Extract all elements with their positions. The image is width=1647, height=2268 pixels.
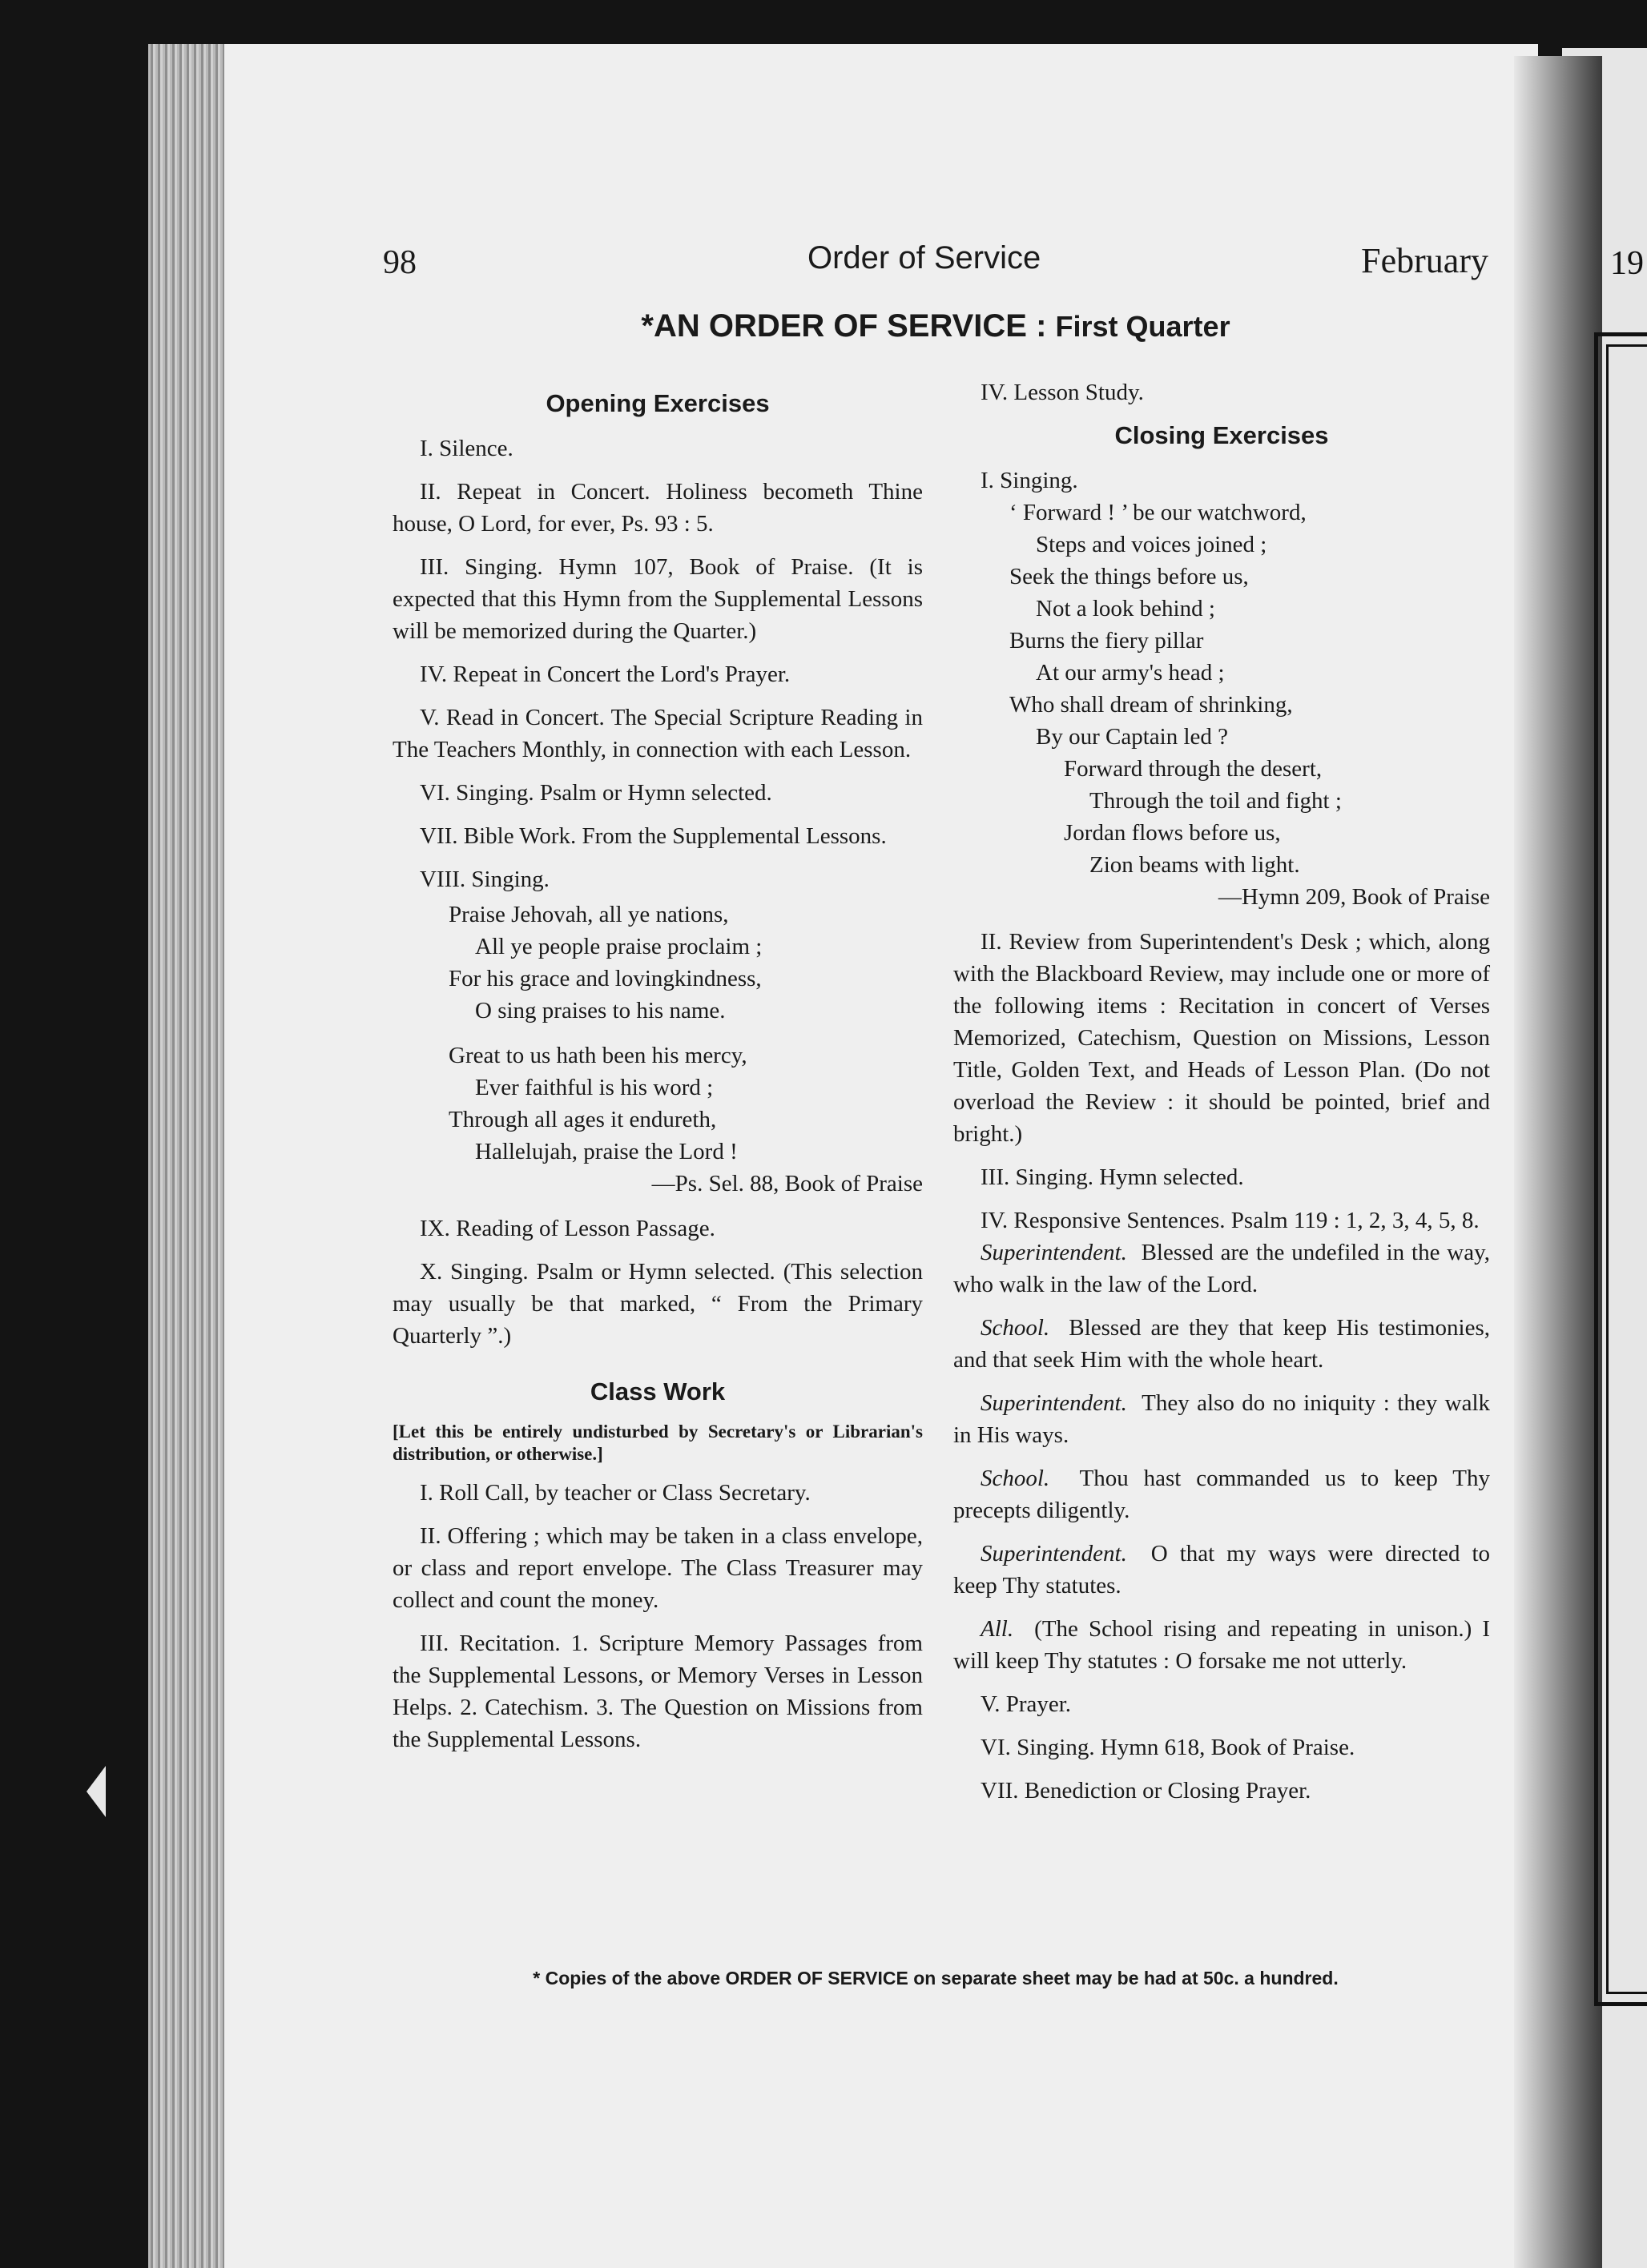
- hymn-attribution: —Hymn 209, Book of Praise: [1218, 884, 1490, 910]
- response-text: (The School rising and repeating in unison.) I will keep Thy statutes : O forsake me not utterly.: [953, 1616, 1490, 1674]
- closing-item-3: III. Singing. Hymn selected.: [981, 1164, 1244, 1190]
- response-speaker: Superintendent.: [981, 1541, 1127, 1566]
- class-work-heading: Class Work: [590, 1377, 726, 1405]
- response-speaker: All.: [981, 1616, 1014, 1642]
- verse-line: Ever faithful is his word ;: [475, 1075, 714, 1100]
- hymn-line: ‘ Forward ! ’ be our watchword,: [1009, 500, 1307, 525]
- hymn-line: Not a look behind ;: [1036, 596, 1215, 621]
- response-speaker: Superintendent.: [981, 1240, 1127, 1265]
- closing-item-5: V. Prayer.: [981, 1691, 1072, 1717]
- facing-page-number: 19: [1610, 245, 1644, 282]
- opening-item-9: IX. Reading of Lesson Passage.: [420, 1216, 715, 1241]
- title-sub: First Quarter: [1055, 310, 1230, 343]
- page-number: 98: [383, 244, 417, 281]
- verse-attribution: —Ps. Sel. 88, Book of Praise: [651, 1171, 923, 1196]
- psalm-verse-2: [393, 1040, 923, 1200]
- opening-item-10: X. Singing. Psalm or Hymn selected. (This selection may usually be that marked, “ From the Primary Quarterly ”.): [393, 1259, 923, 1349]
- opening-item-1: I. Silence.: [420, 436, 513, 461]
- response-line: [953, 1387, 1490, 1451]
- opening-exercises-heading: Opening Exercises: [546, 389, 770, 417]
- hymn-line: Steps and voices joined ;: [1036, 532, 1267, 557]
- response-line: [953, 1538, 1490, 1602]
- response-line: [953, 1462, 1490, 1526]
- page-title: [383, 308, 1488, 344]
- hymn-line: Zion beams with light.: [1089, 852, 1300, 878]
- class-item-3: III. Recitation. 1. Scripture Memory Passages from the Supplemental Lessons, or Memory Verses in Lesson Helps. 2. Catechism. 3. The Question on Missions from the Supplemental Lessons.: [393, 1631, 923, 1752]
- response-speaker: School.: [981, 1466, 1050, 1491]
- running-month: February: [1361, 241, 1488, 280]
- left-column: [393, 376, 923, 1767]
- psalm-verse-1: [393, 899, 923, 1027]
- verse-line: For his grace and lovingkindness,: [449, 966, 762, 991]
- verse-line: Through all ages it endureth,: [449, 1107, 717, 1132]
- running-head: [383, 240, 1488, 285]
- response-text: They also do no iniquity : they walk in His ways.: [953, 1390, 1490, 1448]
- title-main: *AN ORDER OF SERVICE: [641, 308, 1027, 344]
- verse-line: All ye people praise proclaim ;: [475, 934, 763, 959]
- footnote: * Copies of the above ORDER OF SERVICE on separate sheet may be had at 50c. a hundred.: [533, 1968, 1339, 1989]
- verse-line: Great to us hath been his mercy,: [449, 1043, 747, 1068]
- opening-item-2: II. Repeat in Concert. Holiness becometh Thine house, O Lord, for ever, Ps. 93 : 5.: [393, 479, 923, 537]
- scan-marker: [87, 1766, 106, 1817]
- closing-item-4: IV. Responsive Sentences. Psalm 119 : 1, 2, 3, 4, 5, 8.: [981, 1208, 1480, 1233]
- closing-item-6: VI. Singing. Hymn 618, Book of Praise.: [981, 1735, 1355, 1760]
- hymn-line: Burns the fiery pillar: [1009, 628, 1204, 653]
- hymn-line: By our Captain led ?: [1036, 724, 1229, 750]
- response-line: [953, 1312, 1490, 1376]
- response-text: Blessed are the undefiled in the way, who walk in the law of the Lord.: [953, 1240, 1490, 1297]
- response-text: Thou hast commanded us to keep Thy precepts diligently.: [953, 1466, 1490, 1523]
- closing-item-7: VII. Benediction or Closing Prayer.: [981, 1778, 1311, 1804]
- verse-line: O sing praises to his name.: [475, 998, 726, 1023]
- verse-line: Hallelujah, praise the Lord !: [475, 1139, 738, 1164]
- facing-page-border-inner: [1606, 344, 1647, 1994]
- hymn-line: Through the toil and fight ;: [1089, 788, 1342, 814]
- response-text: Blessed are they that keep His testimonies, and that seek Him with the whole heart.: [953, 1315, 1490, 1373]
- response-speaker: Superintendent.: [981, 1390, 1127, 1416]
- response-line: [953, 1613, 1490, 1677]
- response-line: [953, 1237, 1490, 1301]
- closing-exercises-heading: Closing Exercises: [1114, 421, 1329, 449]
- opening-item-7: VII. Bible Work. From the Supplemental Lessons.: [420, 823, 887, 849]
- class-work-note: [Let this be entirely undisturbed by Secretary's or Librarian's distribution, or otherwise.]: [393, 1422, 923, 1464]
- class-item-2: II. Offering ; which may be taken in a class envelope, or class and report envelope. The Class Treasurer may collect and count the money.: [393, 1523, 923, 1613]
- opening-item-6: VI. Singing. Psalm or Hymn selected.: [420, 780, 772, 806]
- hymn-line: At our army's head ;: [1036, 660, 1225, 686]
- opening-item-5: V. Read in Concert. The Special Scripture Reading in The Teachers Monthly, in connection with each Lesson.: [393, 705, 923, 762]
- response-text: O that my ways were directed to keep Thy statutes.: [953, 1541, 1491, 1598]
- closing-hymn: [953, 497, 1490, 913]
- class-item-1: I. Roll Call, by teacher or Class Secretary.: [420, 1480, 811, 1506]
- opening-item-4: IV. Repeat in Concert the Lord's Prayer.: [420, 662, 791, 687]
- opening-item-3: III. Singing. Hymn 107, Book of Praise. (It is expected that this Hymn from the Supplemental Lessons will be memorized during the Quarter.): [393, 554, 923, 644]
- book-gutter: [1514, 56, 1602, 2268]
- page-stack-edge: [148, 44, 228, 2268]
- hymn-line: Forward through the desert,: [1064, 756, 1323, 782]
- running-title: Order of Service: [807, 240, 1041, 275]
- hymn-line: Seek the things before us,: [1009, 564, 1249, 589]
- hymn-line: Jordan flows before us,: [1064, 820, 1281, 846]
- title-separator: :: [1026, 308, 1056, 344]
- closing-item-1: I. Singing.: [981, 468, 1078, 493]
- response-speaker: School.: [981, 1315, 1050, 1341]
- right-column: [953, 376, 1490, 1818]
- class-item-4: IV. Lesson Study.: [981, 380, 1144, 405]
- verse-line: Praise Jehovah, all ye nations,: [449, 902, 729, 927]
- closing-item-2: II. Review from Superintendent's Desk ; which, along with the Blackboard Review, may include one or more of the following items : Recitation in concert of Verses Memorized, Catechism, Question on Missions, Lesson Title, Golden Text, and Heads of Lesson Plan. (Do not overload the Review : it should be pointed, brief and bright.): [953, 929, 1490, 1147]
- hymn-line: Who shall dream of shrinking,: [1009, 692, 1293, 718]
- opening-item-8: VIII. Singing.: [420, 867, 550, 892]
